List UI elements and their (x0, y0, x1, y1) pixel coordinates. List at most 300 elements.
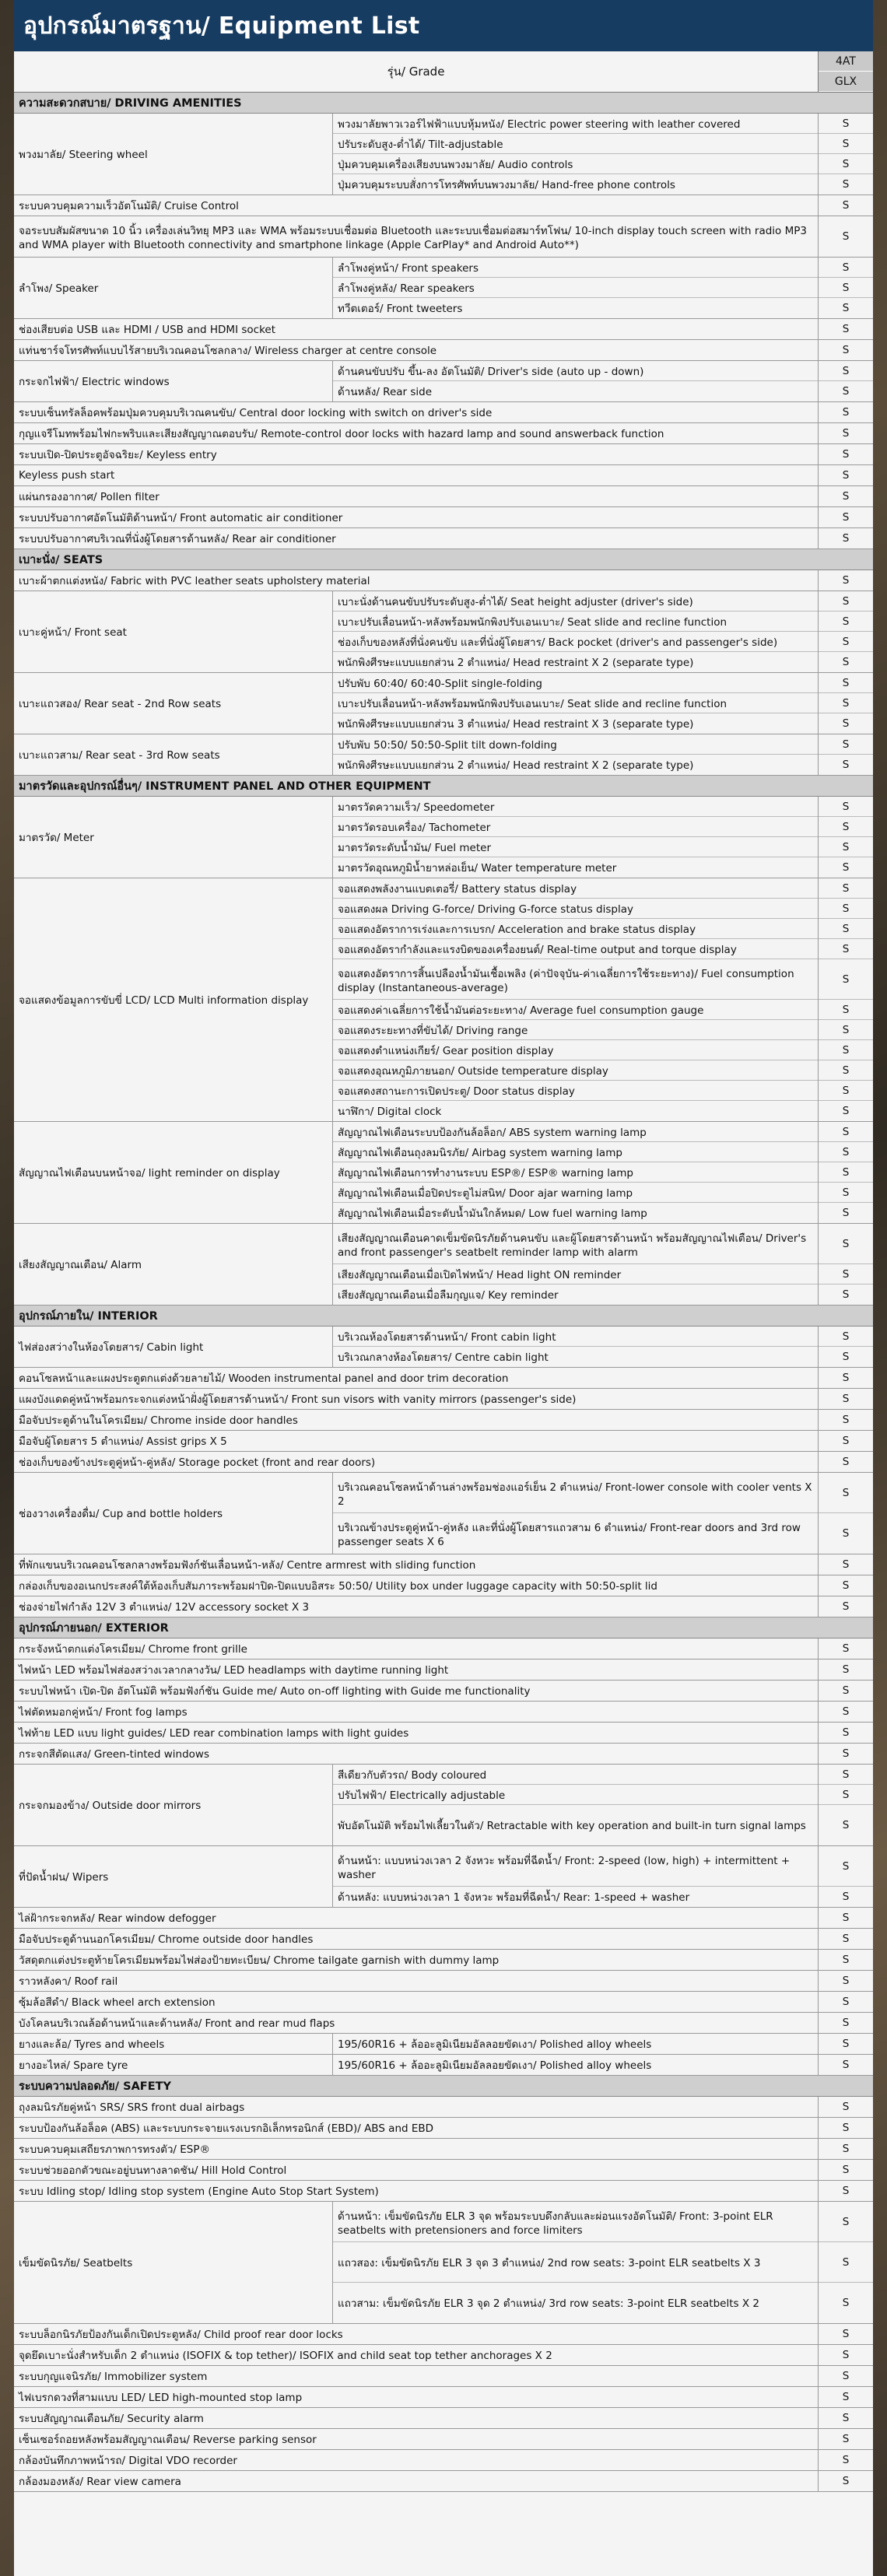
feature-label: ช่องเก็บของหลังที่นั่งคนขับ และที่นั่งผู้โดยสาร/ Back pocket (driver's and passenger's side) (333, 632, 818, 652)
row-content (14, 1224, 818, 1305)
category-label: เบาะแถวสาม/ Rear seat - 3rd Row seats (14, 734, 333, 775)
category-label: ลำโพง/ Speaker (14, 258, 333, 318)
feature-label: ไล่ฝ้ากระจกหลัง/ Rear window defogger (19, 1912, 216, 1925)
row-content (14, 1389, 818, 1409)
grade-values (818, 423, 873, 443)
feature-label: พนักพิงศีรษะแบบแยกส่วน 2 ตำแหน่ง/ Head restraint X 2 (separate type) (338, 759, 694, 772)
feature-label: มาตรวัดระดับน้ำมัน/ Fuel meter (333, 837, 818, 857)
category-items (333, 361, 818, 401)
feature-value: S (819, 612, 873, 632)
feature-label: ปรับพับ 50:50/ 50:50-Split tilt down-folding (333, 734, 818, 755)
row-content (14, 114, 818, 195)
feature-value: S (842, 656, 850, 668)
feature-label: คอนโซลหน้าและแผงประตูตกแต่งด้วยลายไม้/ Wooden instrumental panel and door trim decoration (19, 1372, 509, 1385)
feature-value: S (819, 1327, 873, 1347)
feature-value: S (842, 2297, 850, 2309)
row-content (14, 340, 818, 360)
row-content (14, 528, 818, 548)
row-content (14, 2202, 818, 2323)
feature-value: S (842, 199, 850, 212)
feature-value: S (842, 1393, 850, 1405)
feature-value: S (842, 2370, 850, 2382)
category-label: จอแสดงข้อมูลการขับขี่ LCD/ LCD Multi information display (14, 878, 333, 1121)
grade-values (818, 1224, 873, 1305)
row-content (14, 2055, 818, 2075)
table-row (14, 1224, 873, 1306)
feature-value: S (842, 2475, 850, 2487)
table-row (14, 2324, 873, 2345)
category-label: ยางอะไหล่/ Spare tyre (14, 2055, 333, 2075)
table-row (14, 258, 873, 319)
grade-column (819, 51, 873, 92)
feature-value: S (819, 114, 873, 134)
table-row (14, 2471, 873, 2492)
row-content (14, 1410, 818, 1430)
grade-trim: GLX (819, 72, 873, 92)
category-label: สัญญาณไฟเตือนบนหน้าจอ/ light reminder on display (14, 1122, 333, 1223)
table-row (14, 1723, 873, 1744)
feature-label: ระบบกุญแจนิรภัย/ Immobilizer system (19, 2371, 208, 2383)
grade-values (818, 570, 873, 591)
table-row (14, 319, 873, 340)
category-label: เบาะคู่หน้า/ Front seat (14, 591, 333, 672)
row-content (14, 1950, 818, 1970)
table-row (14, 1971, 873, 1992)
grade-values (818, 2408, 873, 2428)
category-label: กระจกมองข้าง/ Outside door mirrors (14, 1765, 333, 1845)
grade-values (818, 444, 873, 464)
feature-value: S (842, 2391, 850, 2403)
feature-value: S (819, 1765, 873, 1785)
feature-label: ซุ้มล้อสีดำ/ Black wheel arch extension (19, 1996, 216, 2009)
feature-label: เบาะผ้าตกแต่งหนัง/ Fabric with PVC leather seats upholstery material (19, 575, 370, 587)
feature-value: S (842, 490, 850, 503)
feature-label: จอแสดงอัตรากำลังและแรงบิดของเครื่องยนต์/ Real-time output and torque display (333, 939, 818, 959)
feature-value: S (819, 1000, 873, 1020)
row-content (14, 2034, 818, 2054)
feature-value: S (842, 759, 850, 771)
feature-value: S (819, 1264, 873, 1284)
grade-values (818, 1702, 873, 1722)
feature-label: ระบบควบคุมความเร็วอัตโนมัติ/ Cruise Control (19, 200, 239, 212)
feature-value: S (842, 1207, 850, 1219)
grade-values (818, 1596, 873, 1617)
feature-value: S (819, 1473, 873, 1513)
feature-label: บริเวณกลางห้องโดยสาร/ Centre cabin light (338, 1351, 549, 1364)
feature-value: S (819, 1142, 873, 1162)
feature-value: S (842, 532, 850, 545)
table-row (14, 2181, 873, 2202)
feature-label: จอแสดงสถานะการเปิดประตู/ Door status display (333, 1081, 818, 1101)
row-content (14, 1638, 818, 1659)
row-content (14, 1765, 818, 1845)
feature-value: S (842, 1726, 850, 1739)
spec-table (14, 93, 873, 2492)
grade-values (818, 1846, 873, 1907)
grade-values (818, 361, 873, 401)
feature-label: ลำโพงคู่หลัง/ Rear speakers (333, 278, 818, 298)
category-items (333, 1473, 818, 1554)
table-row (14, 1596, 873, 1617)
feature-value: S (819, 2242, 873, 2283)
feature-value: S (842, 344, 850, 356)
grade-values (818, 2013, 873, 2033)
feature-label: สีเดียวกับตัวรถ/ Body coloured (333, 1765, 818, 1785)
feature-label: ด้านหน้า: แบบหน่วงเวลา 2 จังหวะ พร้อมที่ฉีดน้ำ/ Front: 2-speed (low, high) + intermittent + washer (333, 1846, 818, 1887)
feature-label: ราวหลังคา/ Roof rail (19, 1975, 118, 1988)
feature-label: ปุ่มควบคุมระบบสั่งการโทรศัพท์บนพวงมาลัย/ Hand-free phone controls (338, 179, 675, 191)
feature-value: S (819, 734, 873, 755)
table-row (14, 1327, 873, 1368)
table-row (14, 1660, 873, 1681)
feature-value: S (819, 278, 873, 298)
feature-label: จอแสดงอัตราการเร่งและการเบรก/ Acceleration and brake status display (333, 919, 818, 939)
row-content (14, 319, 818, 339)
table-row (14, 1846, 873, 1908)
table-row (14, 570, 873, 591)
category-items (333, 878, 818, 1121)
grade-values (818, 1410, 873, 1430)
grade-values (818, 1327, 873, 1367)
table-row (14, 195, 873, 216)
feature-label: กล้องมองหลัง/ Rear view camera (19, 2476, 181, 2488)
feature-value: S (819, 361, 873, 381)
row-content (14, 1702, 818, 1722)
feature-value: S (819, 1162, 873, 1183)
feature-value: S (819, 693, 873, 713)
feature-value: S (819, 1081, 873, 1101)
row-content (14, 465, 818, 485)
category-label: ไฟส่องสว่างในห้องโดยสาร/ Cabin light (14, 1327, 333, 1367)
grade-values (818, 1971, 873, 1991)
row-content (14, 258, 818, 318)
category-items (333, 1224, 818, 1305)
table-row (14, 2013, 873, 2034)
grade-label: รุ่น/ Grade (14, 51, 819, 92)
feature-label: ถุงลมนิรภัยคู่หน้า SRS/ SRS front dual airbags (19, 2101, 245, 2114)
section-header: ความสะดวกสบาย/ DRIVING AMENITIES (14, 93, 873, 114)
feature-value: S (842, 1996, 850, 2008)
table-row (14, 1431, 873, 1452)
grade-values (818, 1122, 873, 1223)
grade-values (818, 2202, 873, 2323)
feature-value: S (819, 1060, 873, 1081)
feature-value: S (819, 591, 873, 612)
row-content (14, 1846, 818, 1907)
feature-value: S (842, 302, 850, 314)
row-content (14, 1122, 818, 1223)
row-content (14, 216, 818, 257)
row-content (14, 1431, 818, 1451)
feature-value: S (842, 1558, 850, 1571)
grade-values (818, 1554, 873, 1575)
feature-label: เบาะนั่งด้านคนขับปรับระดับสูง-ต่ำได้/ Seat height adjuster (driver's side) (333, 591, 818, 612)
grade-values (818, 591, 873, 672)
feature-label: ไฟหน้า LED พร้อมไฟส่องสว่างเวลากลางวัน/ LED headlamps with daytime running light (19, 1664, 449, 1677)
table-row (14, 1122, 873, 1224)
grade-values (818, 1950, 873, 1970)
row-content (14, 1971, 818, 1991)
grade-values (818, 1431, 873, 1451)
grade-values (818, 1681, 873, 1701)
row-content (14, 1660, 818, 1680)
feature-value: S (842, 1912, 850, 1924)
feature-label: แท่นชาร์จโทรศัพท์แบบไร้สายบริเวณคอนโซลกลาง/ Wireless charger at centre console (19, 345, 437, 357)
feature-label: ระบบปรับอากาศบริเวณที่นั่งผู้โดยสารด้านหลัง/ Rear air conditioner (19, 533, 336, 545)
feature-label: จอแสดงผล Driving G-force/ Driving G-force status display (333, 899, 818, 919)
section-header: มาตรวัดและอุปกรณ์อื่นๆ/ INSTRUMENT PANEL AND OTHER EQUIPMENT (14, 776, 873, 797)
category-label: ที่ปัดน้ำฝน/ Wipers (14, 1846, 333, 1907)
category-items (333, 2202, 818, 2323)
row-content (14, 1681, 818, 1701)
feature-label: ไฟเบรกดวงที่สามแบบ LED/ LED high-mounted stop lamp (19, 2392, 303, 2404)
feature-value: S (842, 406, 850, 419)
row-content (14, 2118, 818, 2138)
feature-label: ระบบช่วยออกตัวขณะอยู่บนทางลาดชัน/ Hill Hold Control (19, 2164, 287, 2177)
grade-values (818, 465, 873, 485)
feature-value: S (842, 230, 850, 243)
feature-label: ระบบควบคุมเสถียรภาพการทรงตัว/ ESP® (19, 2143, 210, 2156)
table-row (14, 2450, 873, 2471)
table-row (14, 2034, 873, 2055)
row-content (14, 2097, 818, 2117)
feature-value: S (819, 1224, 873, 1264)
grade-values (818, 528, 873, 548)
grade-values (818, 402, 873, 422)
row-content (14, 195, 818, 216)
feature-value: S (819, 134, 873, 154)
table-row (14, 1744, 873, 1765)
section-header: อุปกรณ์ภายใน/ INTERIOR (14, 1306, 873, 1327)
feature-label: จอแสดงพลังงานแบตเตอรี่/ Battery status display (333, 878, 818, 899)
feature-label: จอแสดงตำแหน่งเกียร์/ Gear position display (333, 1040, 818, 1060)
feature-label: จอแสดงค่าเฉลี่ยการใช้น้ำมันต่อระยะทาง/ Average fuel consumption gauge (333, 1000, 818, 1020)
feature-label: มือจับประตูด้านนอกโครเมียม/ Chrome outside door handles (19, 1933, 314, 1946)
feature-label: กุญแจรีโมทพร้อมไฟกะพริบและเสียงสัญญาณตอบรับ/ Remote-control door locks with hazard lamp and sound answerback function (19, 428, 664, 440)
feature-label: ด้านหลัง: แบบหน่วงเวลา 1 จังหวะ พร้อมที่ฉีดน้ำ/ Rear: 1-speed + washer (338, 1891, 690, 1904)
table-row (14, 361, 873, 402)
feature-value: S (842, 448, 850, 461)
feature-label: จอแสดงอัตราการสิ้นเปลืองน้ำมันเชื้อเพลิง (ค่าปัจจุบัน-ค่าเฉลี่ยการใช้ระยะทาง)/ Fuel consumption display (Instantaneous-average) (333, 959, 818, 1000)
grade-values (818, 1723, 873, 1743)
section-header: เบาะนั่ง/ SEATS (14, 549, 873, 570)
feature-label: บริเวณคอนโซลหน้าด้านล่างพร้อมช่องแอร์เย็น 2 ตำแหน่ง/ Front-lower console with cooler vents X 2 (333, 1473, 818, 1513)
table-row (14, 1554, 873, 1575)
feature-label: จอแสดงอุณหภูมิภายนอก/ Outside temperature display (333, 1060, 818, 1081)
row-content (14, 1473, 818, 1554)
feature-value: S (842, 574, 850, 587)
feature-value: S (819, 258, 873, 278)
table-row (14, 2408, 873, 2429)
grade-values (818, 2181, 873, 2201)
table-row (14, 734, 873, 776)
feature-label: มือจับประตูด้านในโครเมียม/ Chrome inside door handles (19, 1414, 298, 1427)
grade-values (818, 1638, 873, 1659)
row-content (14, 591, 818, 672)
row-content (14, 1744, 818, 1764)
feature-value: S (842, 385, 850, 398)
feature-label: จอแสดงระยะทางที่ขับได้/ Driving range (333, 1020, 818, 1040)
section-header: อุปกรณ์ภายนอก/ EXTERIOR (14, 1617, 873, 1638)
grade-header (14, 51, 873, 93)
row-content (14, 1723, 818, 1743)
feature-label: สัญญาณไฟเตือนเมื่อระดับน้ำมันใกล้หมด/ Low fuel warning lamp (338, 1207, 647, 1220)
row-content (14, 2408, 818, 2428)
grade-values (818, 673, 873, 734)
row-content (14, 2429, 818, 2449)
row-content (14, 2139, 818, 2159)
feature-label: เซ็นเซอร์ถอยหลังพร้อมสัญญาณเตือน/ Reverse parking sensor (19, 2434, 317, 2446)
grade-values (818, 2160, 873, 2180)
feature-value: S (842, 1372, 850, 1384)
feature-value: S (842, 2122, 850, 2134)
feature-label: ไฟตัดหมอกคู่หน้า/ Front fog lamps (19, 1706, 188, 1719)
feature-label: ระบบเปิด-ปิดประตูอัจฉริยะ/ Keyless entry (19, 449, 217, 461)
feature-value: S (842, 2349, 850, 2361)
table-row (14, 1702, 873, 1723)
feature-label: ระบบไฟหน้า เปิด-ปิด อัตโนมัติ พร้อมฟังก์ชัน Guide me/ Auto on-off lighting with Guide me functionality (19, 1685, 531, 1698)
feature-value: S (842, 1747, 850, 1760)
table-row (14, 1368, 873, 1389)
feature-value: S (842, 2017, 850, 2029)
feature-value: S (842, 469, 850, 482)
feature-label: ด้านหน้า: เข็มขัดนิรภัย ELR 3 จุด พร้อมระบบดึงกลับและผ่อนแรงอัตโนมัติ/ Front: 3-point ELR seatbelts with pretensioners and force limiters (333, 2202, 818, 2242)
grade-values (818, 216, 873, 257)
feature-label: 195/60R16 + ล้ออะลูมิเนียมอัลลอยขัดเงา/ Polished alloy wheels (338, 2038, 652, 2051)
table-row (14, 2139, 873, 2160)
feature-label: แผ่นกรองอากาศ/ Pollen filter (19, 491, 160, 503)
table-row (14, 216, 873, 258)
table-row (14, 1452, 873, 1473)
feature-label: ระบบสัญญาณเตือนภัย/ Security alarm (19, 2413, 204, 2425)
feature-value: S (819, 797, 873, 817)
table-row (14, 402, 873, 423)
feature-label: ไฟท้าย LED แบบ light guides/ LED rear combination lamps with light guides (19, 1727, 409, 1740)
feature-value: S (819, 1040, 873, 1060)
feature-value: S (842, 2101, 850, 2113)
feature-label: วัสดุตกแต่งประตูท้ายโครเมียมพร้อมไฟส่องป้ายทะเบียน/ Chrome tailgate garnish with dummy lamp (19, 1954, 500, 1967)
row-content (14, 2324, 818, 2344)
table-row (14, 1992, 873, 2013)
feature-label: ระบบล็อกนิรภัยป้องกันเด็กเปิดประตูหลัง/ Child proof rear door locks (19, 2329, 343, 2341)
feature-label: มาตรวัดความเร็ว/ Speedometer (333, 797, 818, 817)
row-content (14, 1368, 818, 1388)
row-content (14, 2471, 818, 2491)
grade-values (818, 2471, 873, 2491)
table-row (14, 2160, 873, 2181)
grade-values (818, 2118, 873, 2138)
feature-value: S (819, 1846, 873, 1887)
feature-value: S (819, 939, 873, 959)
table-row (14, 507, 873, 528)
feature-label: แผงบังแดดคู่หน้าพร้อมกระจกแต่งหน้าฝั่งผู้โดยสารด้านหน้า/ Front sun visors with vanity mirrors (passenger's side) (19, 1393, 577, 1406)
feature-label: กล้องบันทึกภาพหน้ารถ/ Digital VDO recorder (19, 2455, 237, 2467)
feature-value: S (842, 2412, 850, 2424)
feature-label: ปรับพับ 60:40/ 60:40-Split single-folding (333, 673, 818, 693)
feature-label: แถวสอง: เข็มขัดนิรภัย ELR 3 จุด 3 ตำแหน่ง/ 2nd row seats: 3-point ELR seatbelts X 3 (333, 2242, 818, 2283)
feature-label: ด้านหลัง/ Rear side (338, 386, 433, 398)
feature-value: S (842, 2328, 850, 2340)
feature-value: S (842, 1933, 850, 1945)
feature-label: สัญญาณไฟเตือนการทำงานระบบ ESP®/ ESP® warning lamp (333, 1162, 818, 1183)
feature-value: S (819, 878, 873, 899)
feature-value: S (842, 2143, 850, 2155)
row-content (14, 2013, 818, 2033)
feature-label: จอระบบสัมผัสขนาด 10 นิ้ว เครื่องเล่นวิทยุ MP3 และ WMA พร้อมระบบเชื่อมต่อ Bluetooth และระบบเชื่อมต่อสมาร์ทโฟน/ 10-inch display touch screen with radio MP3 and WMA player with Bluetooth connectivity and smartphone linkage (Apple CarPlay* and Android Auto**) (19, 225, 807, 251)
category-items (333, 734, 818, 775)
row-content (14, 2345, 818, 2365)
category-label: เบาะแถวสอง/ Rear seat - 2nd Row seats (14, 673, 333, 734)
feature-label: ปุ่มควบคุมเครื่องเสียงบนพวงมาลัย/ Audio controls (333, 154, 818, 174)
feature-label: สัญญาณไฟเตือนเมื่อปิดประตูไม่สนิท/ Door ajar warning lamp (333, 1183, 818, 1203)
table-row (14, 1473, 873, 1554)
feature-value: S (842, 1456, 850, 1468)
row-content (14, 1596, 818, 1617)
feature-label: บริเวณข้างประตูคู่หน้า-คู่หลัง และที่นั่งผู้โดยสารแถวสาม 6 ตำแหน่ง/ Front-rear doors and 3rd row passenger seats X 6 (338, 1522, 801, 1548)
feature-label: ระบบเซ็นทรัลล็อคพร้อมปุ่มควบคุมบริเวณคนขับ/ Central door locking with switch on driver's side (19, 407, 493, 419)
row-content (14, 423, 818, 443)
category-items (333, 1327, 818, 1367)
row-content (14, 1554, 818, 1575)
table-row (14, 1950, 873, 1971)
feature-label: แถวสาม: เข็มขัดนิรภัย ELR 3 จุด 2 ตำแหน่ง/ 3rd row seats: 3-point ELR seatbelts X 2 (338, 2297, 759, 2310)
feature-label: กระจังหน้าตกแต่งโครเมียม/ Chrome front grille (19, 1643, 247, 1656)
feature-value: S (842, 1600, 850, 1613)
table-row (14, 2097, 873, 2118)
feature-value: S (819, 817, 873, 837)
feature-label: เบาะปรับเลื่อนหน้า-หลังพร้อมพนักพิงปรับเอนเบาะ/ Seat slide and recline function (333, 693, 818, 713)
table-row (14, 1575, 873, 1596)
table-row (14, 1765, 873, 1846)
feature-value: S (842, 1288, 850, 1301)
grade-values (818, 1744, 873, 1764)
category-label: ช่องวางเครื่องดื่ม/ Cup and bottle holders (14, 1473, 333, 1554)
feature-value: S (842, 861, 850, 874)
grade-values (818, 1992, 873, 2012)
row-content (14, 1575, 818, 1596)
feature-value: S (842, 1527, 850, 1540)
table-row (14, 528, 873, 549)
grade-values (818, 319, 873, 339)
feature-label: มาตรวัดอุณหภูมิน้ำยาหล่อเย็น/ Water temperature meter (338, 862, 617, 874)
row-content (14, 2366, 818, 2386)
table-row (14, 423, 873, 444)
table-row (14, 1389, 873, 1410)
table-row (14, 2055, 873, 2076)
table-row (14, 444, 873, 465)
feature-value: S (842, 2059, 850, 2071)
feature-value: S (842, 1705, 850, 1718)
grade-values (818, 2055, 873, 2075)
row-content (14, 2160, 818, 2180)
category-label: ยางและล้อ/ Tyres and wheels (14, 2034, 333, 2054)
feature-value: S (819, 1183, 873, 1203)
feature-label: กระจกสีตัดแสง/ Green-tinted windows (19, 1748, 209, 1761)
grade-transmission: 4AT (819, 51, 873, 72)
feature-value: S (819, 154, 873, 174)
grade-values (818, 734, 873, 775)
feature-label: 195/60R16 + ล้ออะลูมิเนียมอัลลอยขัดเงา/ Polished alloy wheels (338, 2059, 652, 2072)
row-content (14, 1452, 818, 1472)
grade-values (818, 2366, 873, 2386)
table-row (14, 2387, 873, 2408)
feature-label: จุดยึดเบาะนั่งสำหรับเด็ก 2 ตำแหน่ง (ISOFIX & top tether)/ ISOFIX and child seat top tether anchorages X 2 (19, 2350, 552, 2362)
row-content (14, 402, 818, 422)
row-content (14, 797, 818, 878)
table-row (14, 1908, 873, 1929)
feature-value: S (819, 1122, 873, 1142)
feature-value: S (842, 511, 850, 524)
